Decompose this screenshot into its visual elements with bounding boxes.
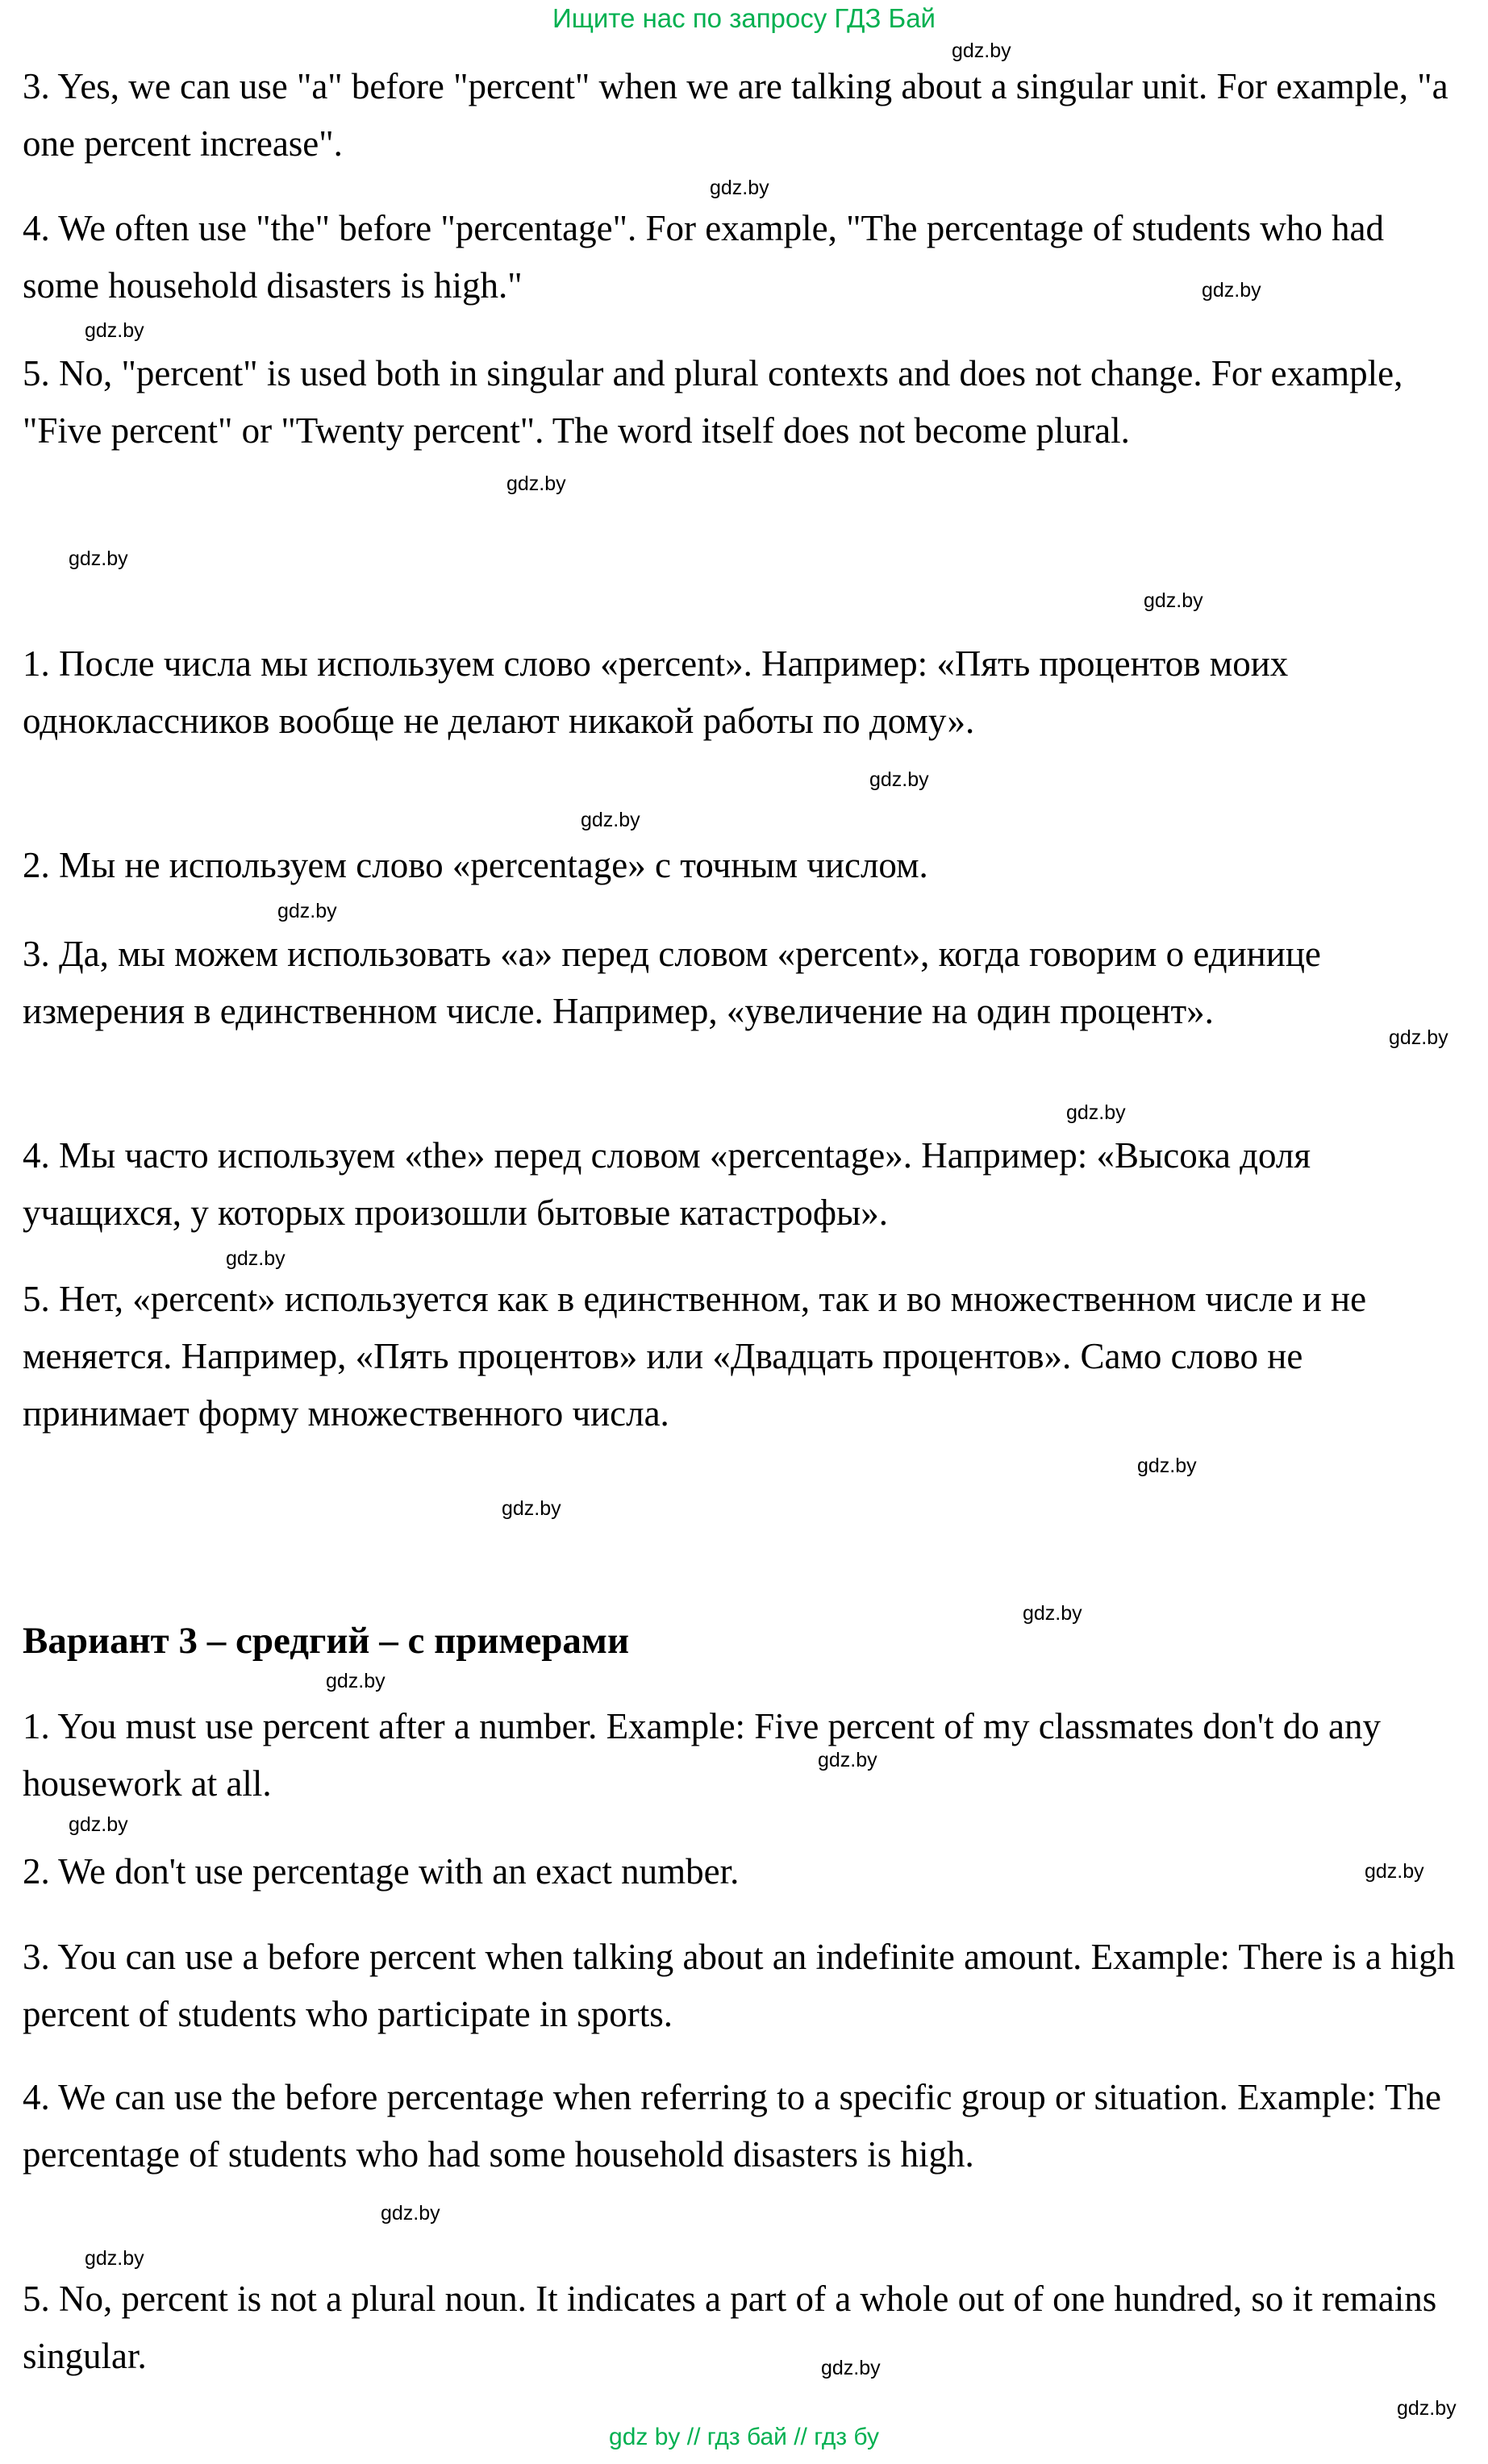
watermark-label: gdz.by — [1023, 1602, 1082, 1625]
watermark-label: gdz.by — [506, 472, 566, 495]
watermark-label: gdz.by — [1365, 1860, 1424, 1883]
watermark-label: gdz.by — [326, 1670, 386, 1692]
answer-paragraph-v3-5: 5. No, percent is not a plural noun. It indicates a part of a whole out of one hundred, so it remains singular. — [23, 2279, 1437, 2376]
watermark-label: gdz.by — [1144, 589, 1203, 612]
watermark-label: gdz.by — [1202, 279, 1261, 302]
answer-paragraph-ru-4: 4. Мы часто используем «the» перед словом «percentage». Например: «Высока доля учащихся, у которых произошли бытовые катастрофы». — [23, 1135, 1311, 1233]
watermark-label: gdz.by — [1389, 1026, 1448, 1049]
answer-paragraph-v3-1: 1. You must use percent after a number. Example: Five percent of my classmates don't do any housework at all. — [23, 1706, 1381, 1804]
watermark-label: gdz.by — [85, 2247, 144, 2270]
answer-paragraph-en-4: 4. We often use "the" before "percentage". For example, "The percentage of students who had some household disasters is high." — [23, 208, 1385, 306]
watermark-label: gdz.by — [69, 1813, 128, 1836]
answer-paragraph-ru-2: 2. Мы не используем слово «percentage» с точным числом. — [23, 845, 928, 885]
watermark-label: gdz.by — [581, 809, 640, 831]
answer-paragraph-ru-5: 5. Нет, «percent» используется как в единственном, так и во множественном числе и не меняется. Например, «Пять процентов» или «Двадцать процентов». Само слово не принимает форму множественного числа. — [23, 1279, 1367, 1434]
watermark-label: gdz.by — [1066, 1101, 1126, 1124]
answer-paragraph-v3-2: 2. We don't use percentage with an exact number. — [23, 1851, 740, 1892]
watermark-label: gdz.by — [226, 1247, 286, 1270]
answer-paragraph-ru-1: 1. После числа мы используем слово «percent». Например: «Пять процентов моих одноклассников вообще не делают никакой работы по дому». — [23, 643, 1289, 741]
watermark-label: gdz.by — [381, 2202, 440, 2225]
watermark-label: gdz.by — [952, 40, 1011, 62]
watermark-label: gdz.by — [277, 900, 337, 922]
watermark-label: gdz.by — [869, 768, 929, 791]
answer-paragraph-v3-3: 3. You can use a before percent when talking about an indefinite amount. Example: There is a high percent of students who participate in sports. — [23, 1937, 1456, 2034]
watermark-label: gdz.by — [1137, 1455, 1197, 1477]
answer-paragraph-ru-3: 3. Да, мы можем использовать «а» перед словом «percent», когда говорим о единице измерения в единственном числе. Например, «увеличение на один процент». — [23, 934, 1321, 1031]
answer-paragraph-v3-4: 4. We can use the before percentage when referring to a specific group or situation. Example: The percentage of students who had some household disasters is high. — [23, 2077, 1442, 2175]
watermark-label: gdz.by — [818, 1749, 877, 1771]
footer-banner: gdz by // гдз бай // гдз бу — [609, 2424, 879, 2450]
answer-paragraph-en-3: 3. Yes, we can use "a" before "percent" when we are talking about a singular unit. For example, "a one percent increase". — [23, 66, 1448, 164]
header-banner: Ищите нас по запросу ГДЗ Бай — [552, 3, 936, 33]
answer-paragraph-en-5: 5. No, "percent" is used both in singular and plural contexts and does not change. For example, "Five percent" or "Twenty percent". The word itself does not become plural. — [23, 353, 1403, 451]
watermark-label: gdz.by — [502, 1497, 561, 1520]
section-heading-variant3: Вариант 3 – средгий – с примерами — [23, 1620, 630, 1662]
watermark-label: gdz.by — [821, 2357, 881, 2379]
watermark-label: gdz.by — [710, 177, 769, 199]
watermark-label: gdz.by — [85, 319, 144, 342]
watermark-label: gdz.by — [69, 547, 128, 570]
watermark-label: gdz.by — [1397, 2397, 1457, 2420]
